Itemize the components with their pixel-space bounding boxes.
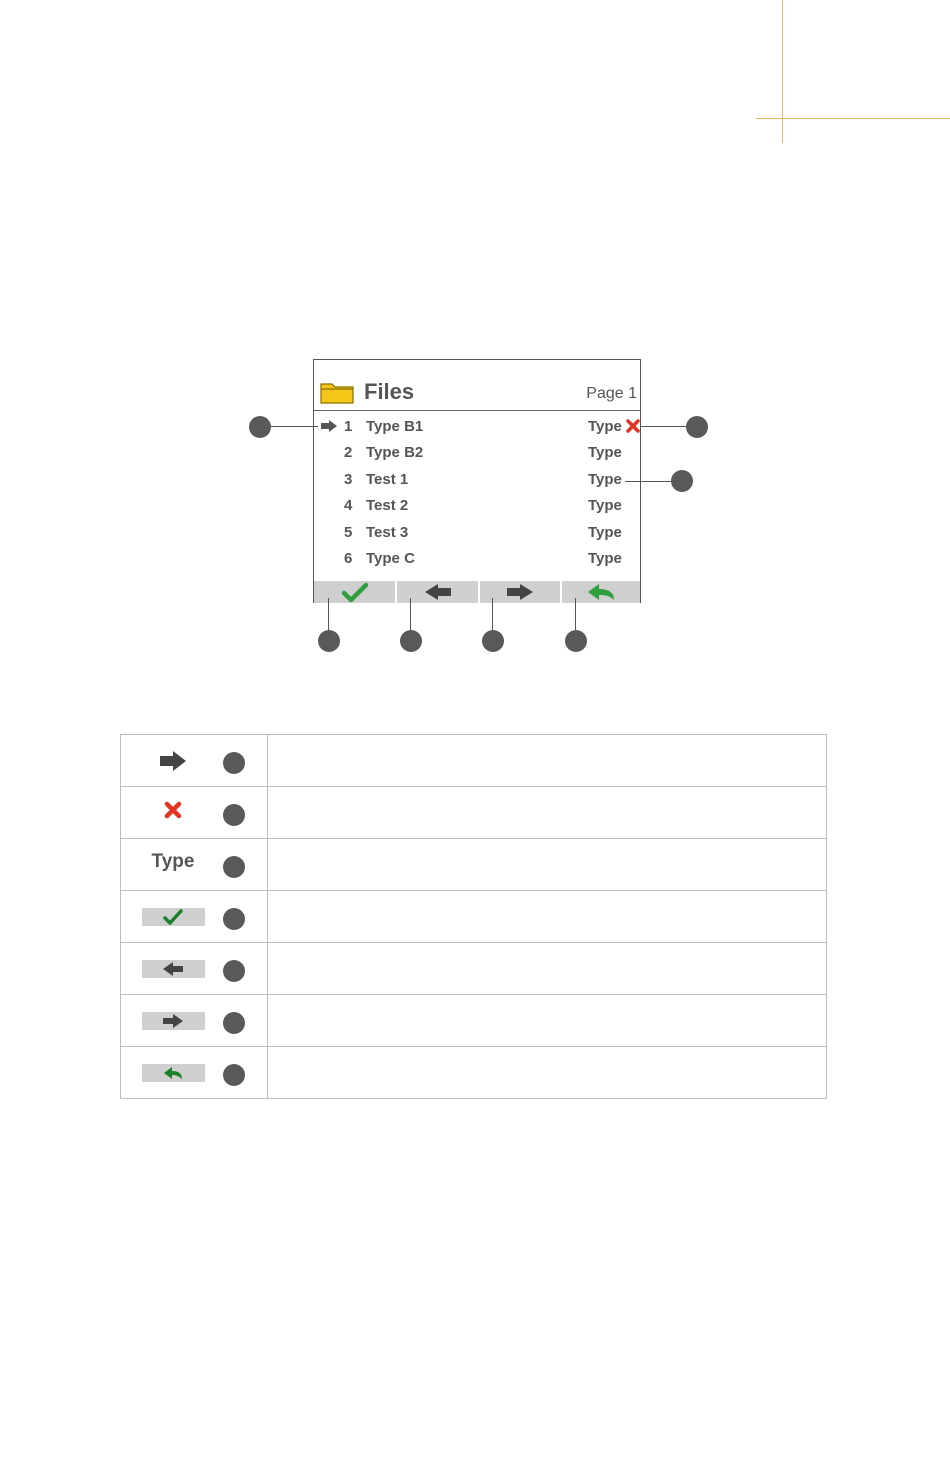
legend-icon-cell: [121, 787, 268, 839]
legend-description: [268, 943, 827, 995]
device-screen: [313, 359, 641, 603]
callout-marker: [223, 752, 245, 774]
left-button-icon: [142, 960, 205, 978]
legend-description: [268, 1047, 827, 1099]
folder-icon: [320, 380, 354, 404]
return-button-icon: [142, 1064, 205, 1082]
callout-leader: [328, 598, 329, 632]
arrow-right-icon: [160, 751, 186, 771]
list-item-number: 1: [344, 418, 353, 435]
list-item-type: Type: [588, 550, 622, 567]
callout-marker: [686, 416, 708, 438]
callout-marker: [223, 1064, 245, 1086]
button-bar: [314, 581, 640, 603]
list-item-name: Test 1: [366, 471, 409, 488]
legend-row: [121, 891, 827, 943]
header-divider: [314, 410, 640, 411]
legend-row: [121, 839, 827, 891]
list-item-type: Type: [588, 444, 622, 461]
legend-row: [121, 995, 827, 1047]
list-item-type: Type: [588, 524, 622, 541]
list-item-number: 3: [344, 471, 353, 488]
callout-leader: [410, 598, 411, 632]
callout-leader: [575, 598, 576, 632]
legend-icon-cell: [121, 839, 268, 891]
legend-description: [268, 891, 827, 943]
list-item-type: Type: [588, 418, 622, 435]
callout-marker: [223, 908, 245, 930]
list-item[interactable]: [314, 524, 640, 550]
screen-title: Files: [364, 379, 415, 404]
legend-icon-wrap: [138, 787, 208, 838]
callout-marker: [223, 1012, 245, 1034]
list-item-name: Test 3: [366, 524, 409, 541]
crop-mark-horizontal: [756, 118, 950, 119]
legend-icon-cell: [121, 995, 268, 1047]
list-item[interactable]: [314, 444, 640, 470]
list-item-name: Type B2: [366, 444, 424, 461]
list-item-name: Type B1: [366, 418, 424, 435]
list-item-number: 6: [344, 550, 353, 567]
check-icon: [162, 909, 184, 925]
return-icon: [586, 583, 616, 601]
legend-icon-wrap: [138, 891, 208, 942]
list-item-type: Type: [588, 471, 622, 488]
return-button[interactable]: [562, 581, 640, 603]
check-icon: [341, 582, 369, 602]
confirm-button[interactable]: [314, 581, 395, 603]
legend-icon-wrap: [138, 735, 208, 786]
callout-leader: [625, 481, 673, 482]
callout-leader: [492, 598, 493, 632]
legend-icon-cell: [121, 1047, 268, 1099]
list-item-number: 5: [344, 524, 353, 541]
legend-table: [120, 734, 827, 1099]
crop-mark-vertical: [782, 0, 783, 143]
list-item[interactable]: [314, 497, 640, 523]
right-button-icon: [142, 1012, 205, 1030]
legend-description: [268, 735, 827, 787]
legend-icon-cell: [121, 943, 268, 995]
list-item-number: 4: [344, 497, 353, 514]
legend-row: [121, 787, 827, 839]
callout-marker: [249, 416, 271, 438]
legend-row: [121, 735, 827, 787]
check-button-icon: [142, 908, 205, 926]
list-item[interactable]: [314, 550, 640, 576]
legend-description: [268, 839, 827, 891]
arrow-right-icon: [507, 584, 533, 600]
list-item-number: 2: [344, 444, 353, 461]
callout-marker: [565, 630, 587, 652]
legend-row: [121, 1047, 827, 1099]
type-label: Type: [151, 851, 195, 872]
arrow-right-icon: [163, 1014, 183, 1028]
arrow-left-icon: [425, 584, 451, 600]
list-item-type: Type: [588, 497, 622, 514]
red-x-icon: [626, 419, 640, 433]
arrow-right-icon: [321, 420, 337, 432]
legend-icon-cell: [121, 735, 268, 787]
legend-row: [121, 943, 827, 995]
return-icon: [162, 1066, 184, 1080]
legend-icon-cell: [121, 891, 268, 943]
list-item[interactable]: [314, 418, 640, 444]
list-item-name: Test 2: [366, 497, 409, 514]
list-item-name: Type C: [366, 550, 415, 567]
callout-marker: [223, 804, 245, 826]
legend-icon-wrap: [138, 995, 208, 1046]
legend-icon-wrap: [138, 1047, 208, 1098]
callout-marker: [671, 470, 693, 492]
callout-marker: [223, 960, 245, 982]
callout-marker: [318, 630, 340, 652]
callout-marker: [482, 630, 504, 652]
screen-header: [314, 360, 640, 410]
callout-leader: [640, 426, 687, 427]
arrow-left-icon: [163, 962, 183, 976]
page-indicator: Page 1: [586, 385, 637, 402]
legend-description: [268, 787, 827, 839]
callout-leader: [271, 426, 318, 427]
legend-description: [268, 995, 827, 1047]
callout-marker: [400, 630, 422, 652]
callout-marker: [223, 856, 245, 878]
legend-icon-wrap: [138, 839, 208, 890]
red-x-icon: [164, 801, 182, 819]
list-item[interactable]: [314, 471, 640, 497]
legend-icon-wrap: [138, 943, 208, 994]
